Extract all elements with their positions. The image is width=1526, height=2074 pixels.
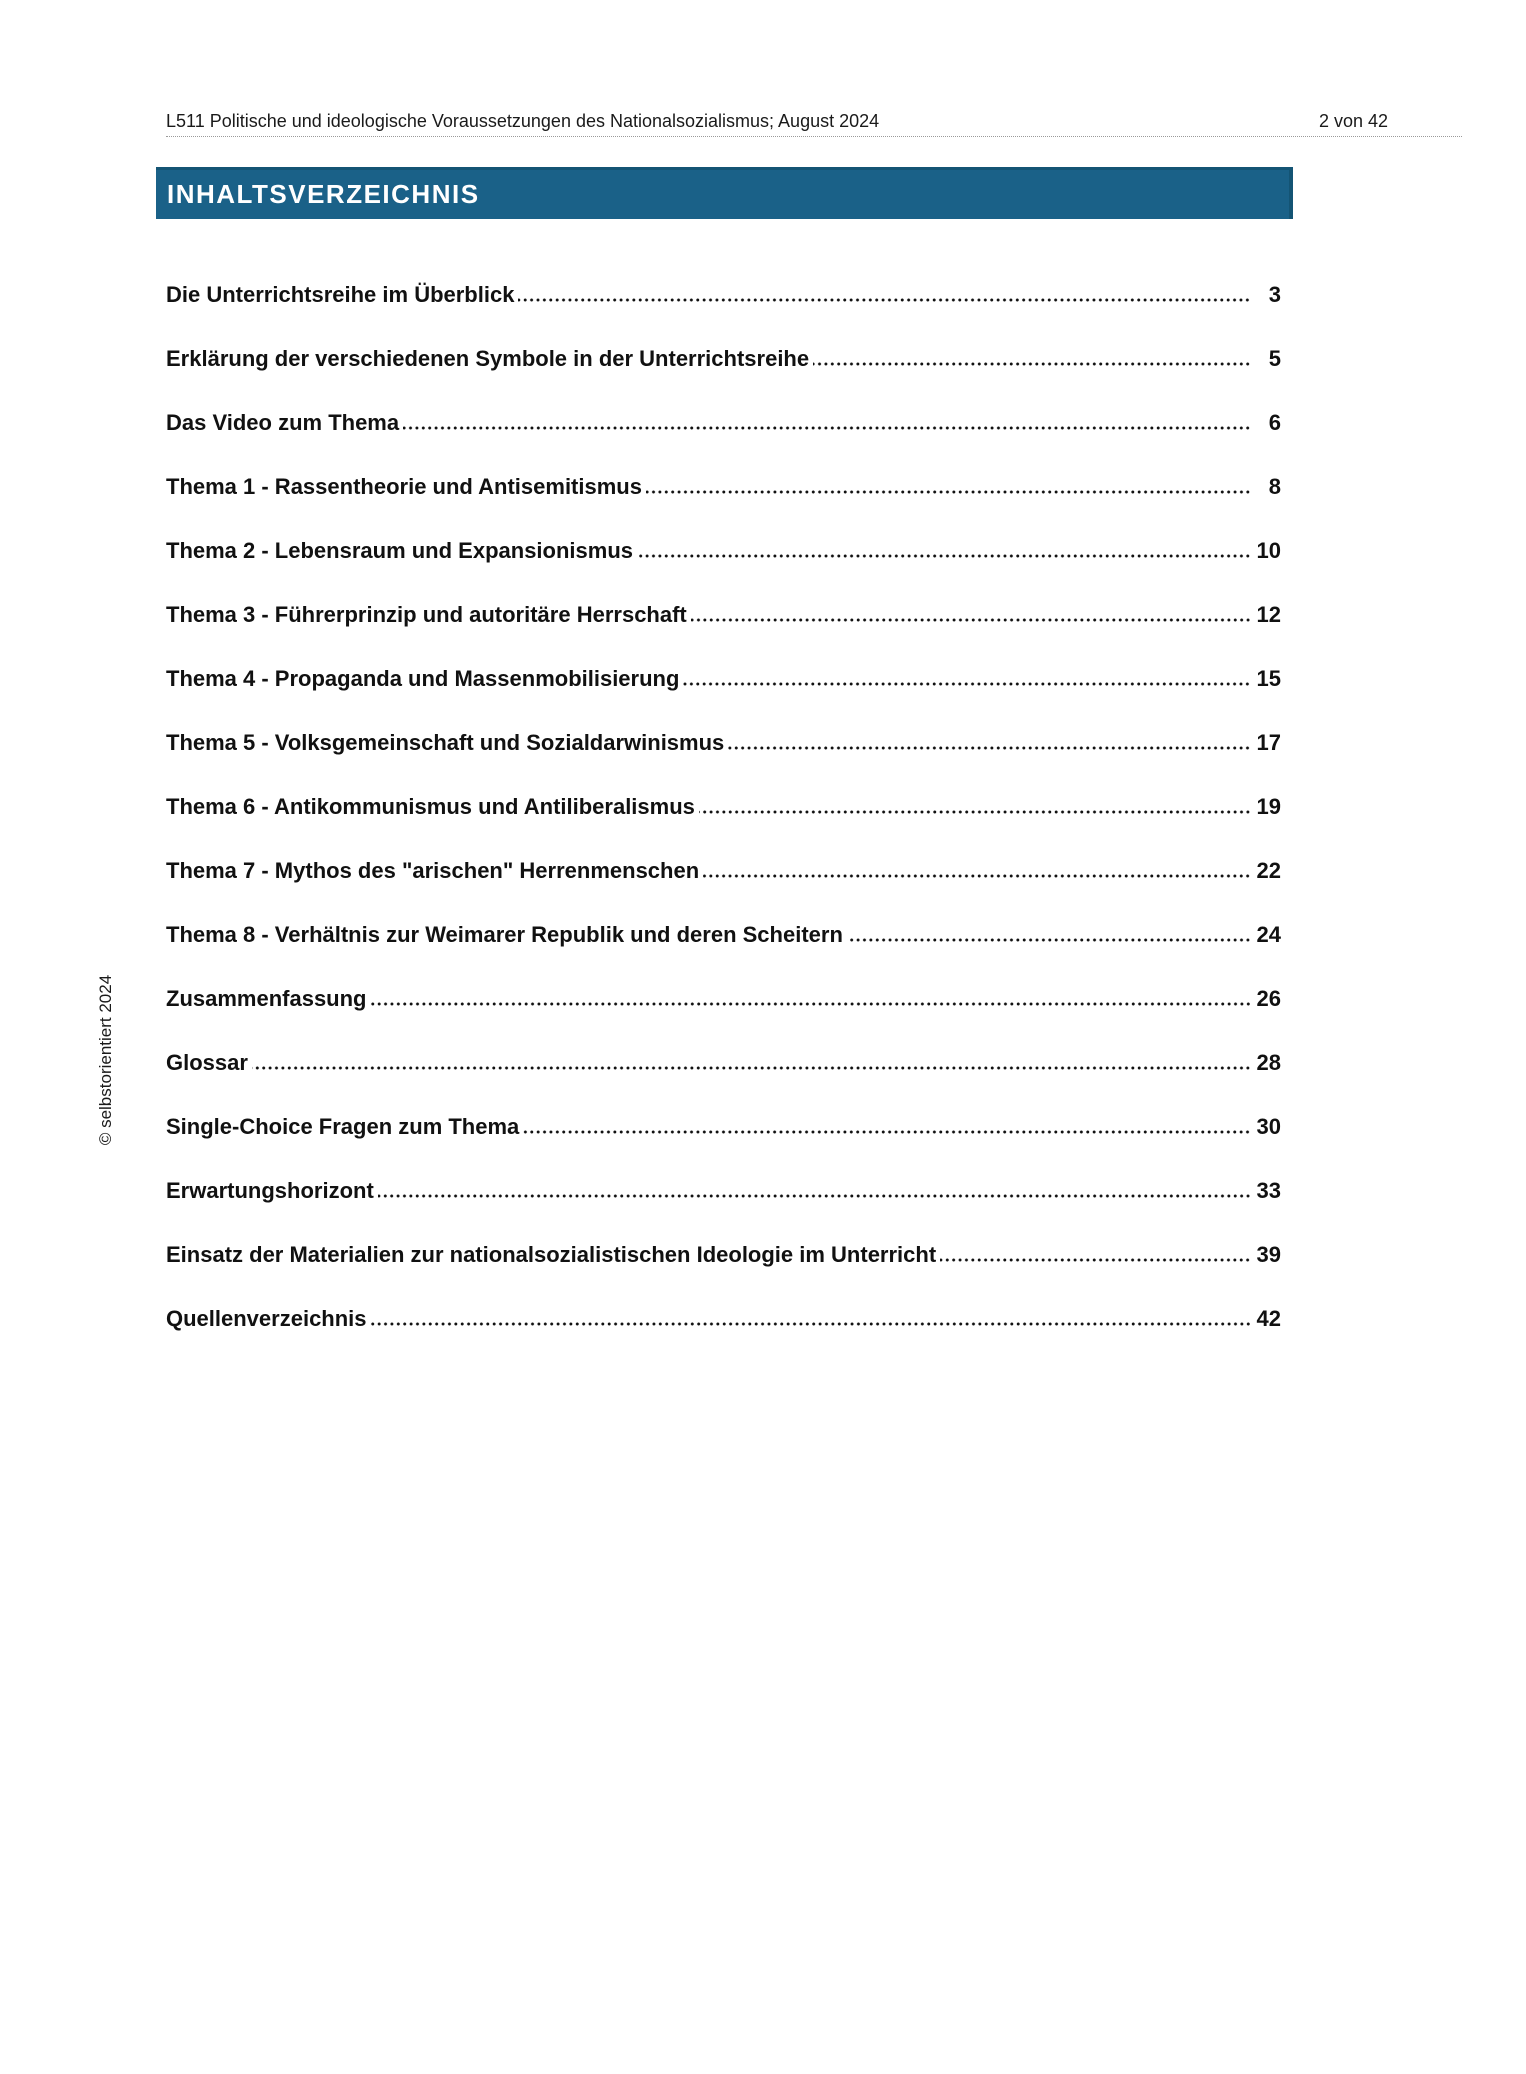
toc-entry-page: 28 [1256, 1050, 1281, 1075]
toc-entry[interactable] [166, 696, 1281, 760]
toc-dot-leader [940, 1249, 1251, 1263]
toc-dot-leader [813, 353, 1251, 367]
toc-dot-leader [518, 289, 1251, 303]
toc-entry[interactable] [166, 248, 1281, 312]
toc-entry[interactable] [166, 1080, 1281, 1144]
toc-entry-label: Einsatz der Materialien zur nationalsozialistischen Ideologie im Unterricht [166, 1242, 937, 1267]
toc-dot-leader [252, 1057, 1251, 1071]
toc-entry-page: 3 [1268, 282, 1281, 307]
toc-entry-label: Thema 6 - Antikommunismus und Antiliberalismus [166, 794, 695, 819]
toc-entry-label: Thema 7 - Mythos des "arischen" Herrenmenschen [166, 858, 700, 883]
toc-entry-page: 8 [1268, 474, 1281, 499]
toc-dot-leader [699, 801, 1251, 815]
toc-entry-page: 15 [1256, 666, 1281, 691]
toc-entry[interactable] [166, 1144, 1281, 1208]
toc-entry-label: Thema 5 - Volksgemeinschaft und Sozialdarwinismus [166, 730, 725, 755]
toc-entry-label: Das Video zum Thema [166, 410, 400, 435]
toc-dot-leader [646, 481, 1251, 495]
toc-entry[interactable] [166, 312, 1281, 376]
toc-entry-label: Thema 2 - Lebensraum und Expansionismus [166, 538, 633, 563]
toc-entry-label: Erwartungshorizont [166, 1178, 374, 1203]
toc-entry-page: 39 [1256, 1242, 1281, 1267]
toc-entry-page: 22 [1256, 858, 1281, 883]
toc-entry[interactable] [166, 1272, 1281, 1336]
toc-entry[interactable] [166, 632, 1281, 696]
toc-entry[interactable] [166, 824, 1281, 888]
toc-entry-page: 30 [1256, 1114, 1281, 1139]
toc-dot-leader [637, 545, 1251, 559]
toc-dot-leader [523, 1121, 1251, 1135]
toc-entry-label: Thema 1 - Rassentheorie und Antisemitismus [166, 474, 642, 499]
toc-entry[interactable] [166, 568, 1281, 632]
toc-dot-leader [703, 865, 1251, 879]
page-header [166, 108, 1462, 137]
toc-entry-label: Quellenverzeichnis [166, 1306, 367, 1331]
toc-entry-page: 33 [1256, 1178, 1281, 1203]
toc-dot-leader [728, 737, 1251, 751]
toc-dot-leader [683, 673, 1251, 687]
toc-entry[interactable] [166, 888, 1281, 952]
copyright-note: © selbstorientiert 2024 [96, 974, 115, 1146]
toc-entry-page: 12 [1256, 602, 1281, 627]
toc-entry-label: Erklärung der verschiedenen Symbole in der Unterrichtsreihe [166, 346, 810, 371]
toc-entry[interactable] [166, 376, 1281, 440]
toc-heading-banner [156, 167, 1293, 219]
toc-list [166, 248, 1281, 1336]
toc-entry-label: Zusammenfassung [166, 986, 367, 1011]
toc-entry-label: Die Unterrichtsreihe im Überblick [166, 282, 515, 307]
toc-entry-page: 17 [1256, 730, 1281, 755]
toc-entry[interactable] [166, 952, 1281, 1016]
toc-entry[interactable] [166, 504, 1281, 568]
toc-entry-page: 19 [1256, 794, 1281, 819]
toc-entry-label: Thema 4 - Propaganda und Massenmobilisierung [166, 666, 680, 691]
toc-entry-page: 24 [1256, 922, 1281, 947]
toc-entry[interactable] [166, 760, 1281, 824]
toc-entry-label: Glossar [166, 1050, 248, 1075]
toc-dot-leader [403, 417, 1251, 431]
toc-entry-page: 6 [1268, 410, 1281, 435]
toc-dot-leader [378, 1185, 1251, 1199]
toc-entry[interactable] [166, 1208, 1281, 1272]
toc-dot-leader [371, 1313, 1251, 1327]
toc-dot-leader [847, 929, 1251, 943]
document-title: L511 Politische und ideologische Voraussetzungen des Nationalsozialismus; August 2024 [166, 111, 880, 131]
toc-heading: INHALTSVERZEICHNIS [167, 179, 480, 209]
page-number: 2 von 42 [1319, 111, 1389, 131]
toc-entry-label: Thema 3 - Führerprinzip und autoritäre Herrschaft [166, 602, 687, 627]
toc-entry-page: 5 [1268, 346, 1281, 371]
toc-entry[interactable] [166, 440, 1281, 504]
toc-entry-page: 26 [1256, 986, 1281, 1011]
toc-entry-page: 42 [1256, 1306, 1281, 1331]
toc-entry-label: Single-Choice Fragen zum Thema [166, 1114, 520, 1139]
toc-entry-label: Thema 8 - Verhältnis zur Weimarer Republik und deren Scheitern [166, 922, 843, 947]
toc-entry[interactable] [166, 1016, 1281, 1080]
toc-entry-page: 10 [1256, 538, 1281, 563]
toc-dot-leader [371, 993, 1252, 1007]
toc-dot-leader [691, 609, 1251, 623]
